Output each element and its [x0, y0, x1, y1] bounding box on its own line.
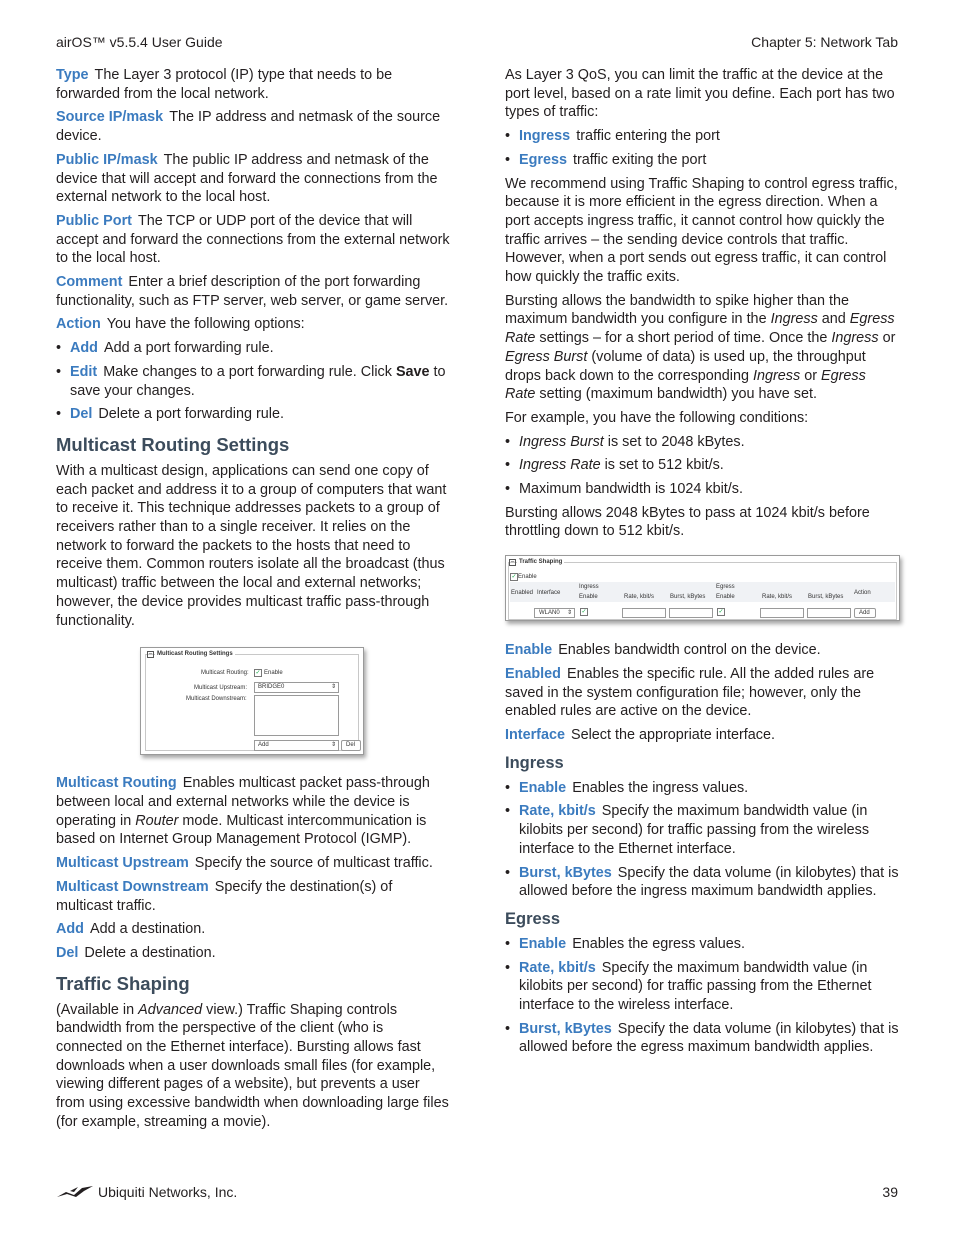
- desc: to save your changes.: [70, 363, 446, 399]
- select-value: BRIDGE0: [258, 684, 285, 691]
- term: Public Port: [56, 212, 132, 229]
- desc: Delete a destination.: [84, 944, 216, 961]
- desc: is set to 512 kbit/s.: [600, 457, 724, 474]
- desc: is set to 2048 kBytes.: [603, 433, 745, 450]
- desc: (Available in: [56, 1001, 139, 1018]
- def-del: [56, 944, 452, 963]
- traffic-shaping-intro: [56, 1001, 452, 1132]
- upstream-select: [254, 682, 339, 693]
- term: Interface: [505, 726, 565, 743]
- list-item: [505, 779, 900, 798]
- rate-input: [760, 608, 804, 618]
- desc: Enables the egress values.: [572, 935, 745, 952]
- ingress-heading: Ingress: [505, 753, 564, 772]
- chevron-down-icon: ⇕: [566, 610, 572, 617]
- term: Action: [56, 316, 101, 333]
- list-item: [505, 151, 900, 170]
- header-title: airOS™ v5.5.4 User Guide: [56, 34, 223, 50]
- term: Egress: [519, 151, 567, 168]
- conditions-list: [505, 433, 900, 499]
- term: Type: [56, 67, 89, 83]
- recommend-paragraph: We recommend using Traffic Shaping to control egress traffic, because it is more efficient in the egress direction. When a port accepts ingress traffic, it cannot control how quickly the traffic arrives – the sending device controls that traffic. However, when a port sends out egress traffic, it can control how quickly the traffic exits.: [505, 175, 898, 286]
- checkbox-icon: ✓: [718, 609, 724, 616]
- def-enable: [505, 641, 900, 660]
- desc: Specify the destination(s) of multicast traffic.: [56, 878, 393, 914]
- term: Burst, kBytes: [519, 864, 612, 881]
- desc-italic: Ingress Rate: [519, 457, 601, 474]
- desc: Delete a port forwarding rule.: [98, 406, 284, 423]
- collapse-icon: –: [510, 559, 515, 566]
- traffic-shaping-screenshot: [505, 555, 900, 621]
- col-header: Rate, kbit/s: [762, 594, 793, 601]
- def-interface: [505, 726, 900, 745]
- fig-label: Multicast Upstream:: [194, 685, 248, 692]
- col-header: Ingress: [579, 584, 599, 591]
- desc: traffic exiting the port: [573, 151, 707, 168]
- header-chapter: Chapter 5: Network Tab: [751, 34, 898, 50]
- list-item: [505, 433, 900, 452]
- burst-input: [807, 608, 851, 618]
- desc-italic: Ingress: [770, 311, 818, 328]
- desc-italic: Ingress: [831, 330, 879, 347]
- col-header: Enable: [716, 594, 735, 601]
- desc: setting (maximum bandwidth) you have set.: [535, 386, 817, 403]
- fig-label: Enable: [518, 574, 537, 581]
- footer-company: [56, 1183, 237, 1202]
- page-number: 39: [882, 1184, 898, 1200]
- list-item: [505, 127, 900, 146]
- button-label: Del: [346, 742, 356, 749]
- select-value: WLAN0: [539, 610, 560, 617]
- def-type: [56, 66, 452, 103]
- multicast-heading: Multicast Routing Settings: [56, 433, 290, 455]
- list-item: [505, 1020, 900, 1057]
- desc: The IP address and netmask of the source device.: [56, 109, 441, 145]
- desc: Enables the specific rule. All the added rules are saved in the system configuration file; however, only the enabled rules are active on the device.: [505, 665, 875, 720]
- add-button-image: [854, 608, 876, 618]
- term: Comment: [56, 274, 123, 291]
- def-multicast-downstream: [56, 878, 452, 915]
- multicast-settings-screenshot: [140, 647, 364, 755]
- desc-italic: Egress Rate: [505, 311, 895, 347]
- col-header: Egress: [716, 584, 735, 591]
- example-intro: For example, you have the following conditions:: [505, 409, 809, 426]
- desc: The Layer 3 protocol (IP) type that needs to be forwarded from the local network.: [56, 67, 393, 102]
- burst-example: Bursting allows 2048 kBytes to pass at 1024 kbit/s before throttling down to 512 kbit/s.: [505, 504, 870, 540]
- col-header: Burst, kBytes: [808, 594, 844, 601]
- left-column: [56, 66, 452, 1137]
- desc: Specify the source of multicast traffic.: [194, 855, 433, 872]
- term: Enable: [519, 779, 567, 796]
- desc-italic: Ingress: [753, 367, 801, 384]
- desc: or: [878, 330, 896, 347]
- def-multicast-upstream: [56, 854, 452, 873]
- desc: settings – for a short period of time. Once the: [535, 330, 832, 347]
- fig-label: Enable: [264, 670, 283, 677]
- term: Edit: [70, 363, 98, 380]
- desc-italic: Router: [135, 812, 179, 829]
- term: Multicast Routing: [56, 775, 177, 792]
- del-button-image: [341, 740, 361, 751]
- term: Enable: [505, 642, 553, 659]
- term: Add: [56, 921, 84, 938]
- col-header: Action: [854, 590, 871, 597]
- desc: Specify the data volume (in kilobytes) that is allowed before the egress maximum bandwidth applies.: [519, 1020, 899, 1056]
- desc: Enables multicast packet pass-through between local and external networks while the device is operating in: [56, 775, 430, 829]
- fig-label: Multicast Downstream:: [186, 696, 247, 703]
- desc: The TCP or UDP port of the device that will accept and forward the connections from the external network to the local host.: [56, 212, 450, 267]
- term: Del: [56, 944, 79, 961]
- company-name: Ubiquiti Networks, Inc.: [98, 1184, 238, 1200]
- collapse-icon: –: [148, 651, 153, 658]
- desc-italic: Ingress Burst: [519, 433, 604, 450]
- term: Del: [70, 406, 93, 423]
- desc: Enter a brief description of the port forwarding functionality, such as FTP server, web server, or game server.: [56, 274, 449, 309]
- desc: You have the following options:: [106, 316, 305, 333]
- add-select: [254, 740, 339, 751]
- list-item: [505, 864, 900, 901]
- term: Add: [70, 340, 98, 357]
- traffic-shaping-heading: Traffic Shaping: [56, 972, 190, 994]
- def-public-port: [56, 212, 452, 268]
- list-item: [505, 802, 900, 858]
- term: Public IP/mask: [56, 151, 158, 168]
- desc: Enables the ingress values.: [572, 779, 749, 796]
- desc: view.) Traffic Shaping controls bandwidth from the perspective of the client (who is connected on the Ethernet interface). Bursting allows fast downloads when a user downloads small files (for example, viewing different pages of a website), but prevents a user from using excessive bandwidth when downloading large files (for example, streaming a movie).: [56, 1001, 449, 1130]
- checkbox-icon: ✓: [581, 609, 587, 616]
- term: Multicast Downstream: [56, 878, 209, 895]
- term: Burst, kBytes: [519, 1020, 612, 1037]
- list-item: [505, 456, 900, 475]
- bursting-paragraph: [505, 292, 900, 404]
- list-item: [56, 405, 452, 424]
- desc: mode. Multicast intercommunication is based on Internet Group Management Protocol (IGMP).: [56, 812, 427, 848]
- desc-italic: Egress Rate: [505, 367, 866, 403]
- col-header: Enabled: [511, 590, 534, 597]
- def-multicast-routing: [56, 774, 452, 849]
- def-action: [56, 315, 452, 334]
- desc: Add a destination.: [89, 921, 206, 938]
- interface-select: [534, 608, 575, 618]
- desc: Make changes to a port forwarding rule. Click: [103, 363, 396, 380]
- action-list: [56, 339, 452, 424]
- ingress-list: [505, 779, 900, 901]
- traffic-types-list: [505, 127, 900, 169]
- desc: traffic entering the port: [576, 128, 720, 145]
- list-item: [505, 959, 900, 1015]
- right-column: [505, 66, 900, 1062]
- button-label: Add: [859, 610, 870, 617]
- list-item: [56, 339, 452, 358]
- term: Rate, kbit/s: [519, 959, 596, 976]
- qos-intro: As Layer 3 QoS, you can limit the traffic at the device at the port level, based on a rate limit you define. Each port has two types of traffic:: [505, 67, 895, 121]
- def-add: [56, 920, 452, 939]
- fig-title: Traffic Shaping: [519, 559, 563, 566]
- desc: Select the appropriate interface.: [571, 726, 775, 743]
- desc: The public IP address and netmask of the device that will accept and forward the connections from the external network to the local host.: [56, 151, 438, 206]
- list-item: [56, 363, 452, 400]
- desc: and: [817, 311, 850, 328]
- egress-heading: Egress: [505, 909, 561, 928]
- downstream-list: [254, 695, 339, 736]
- desc-italic: Egress Burst: [505, 348, 588, 365]
- desc: Specify the maximum bandwidth value (in kilobits per second) for traffic passing from the wireless interface to the Ethernet interface.: [519, 803, 870, 857]
- select-value: Add: [258, 742, 269, 749]
- list-item: [505, 480, 900, 499]
- egress-list: [505, 935, 900, 1057]
- save-emphasis: Save: [395, 363, 430, 380]
- def-comment: [56, 273, 452, 310]
- fig-label: Multicast Routing:: [201, 670, 249, 677]
- def-source-ip: [56, 108, 452, 145]
- desc: Enables bandwidth control on the device.: [558, 642, 821, 659]
- fig-title: Multicast Routing Settings: [157, 651, 233, 658]
- desc: Bursting allows the bandwidth to spike higher than the maximum bandwidth you configure in the: [505, 292, 849, 328]
- desc: (volume of data) is used up, the throughput drops back down to the corresponding: [505, 348, 866, 384]
- chevron-down-icon: ⇕: [330, 742, 336, 749]
- desc: Specify the maximum bandwidth value (in kilobits per second) for traffic passing from the Ethernet interface to the wireless interface.: [519, 959, 872, 1014]
- desc-italic: Advanced: [138, 1001, 203, 1018]
- desc: Specify the data volume (in kilobytes) that is allowed before the ingress maximum bandwidth applies.: [519, 864, 899, 900]
- def-public-ip: [56, 151, 452, 207]
- desc: or: [800, 367, 821, 384]
- list-item: [505, 935, 900, 954]
- col-header: Enable: [579, 594, 598, 601]
- term: Ingress: [519, 128, 571, 145]
- burst-input: [669, 608, 713, 618]
- term: Multicast Upstream: [56, 855, 189, 872]
- checkbox-icon: ✓: [511, 574, 517, 581]
- col-header: Burst, kBytes: [670, 594, 706, 601]
- term: Enabled: [505, 665, 561, 682]
- desc: Maximum bandwidth is 1024 kbit/s.: [519, 481, 743, 498]
- multicast-intro: With a multicast design, applications can send one copy of each packet and address it to a group of computers that want to receive it. This technique addresses packets to a group of receivers rather than to a single receiver. It relies on the network to forward the packets to the hosts that need to receive them. Common routers isolate all the broadcast (thus multicast) traffic between the local and external networks; however, the device provides multicast traffic pass-through functionality.: [56, 462, 447, 629]
- term: Source IP/mask: [56, 109, 164, 126]
- term: Rate, kbit/s: [519, 803, 596, 820]
- col-header: Rate, kbit/s: [624, 594, 655, 601]
- def-enabled: [505, 665, 900, 721]
- chevron-down-icon: ⇕: [330, 684, 336, 691]
- term: Enable: [519, 935, 567, 952]
- ubiquiti-logo-icon: [56, 1185, 94, 1199]
- col-header: Interface: [537, 590, 561, 597]
- rate-input: [622, 608, 666, 618]
- checkbox-icon: ✓: [255, 670, 261, 677]
- desc: Add a port forwarding rule.: [103, 340, 274, 357]
